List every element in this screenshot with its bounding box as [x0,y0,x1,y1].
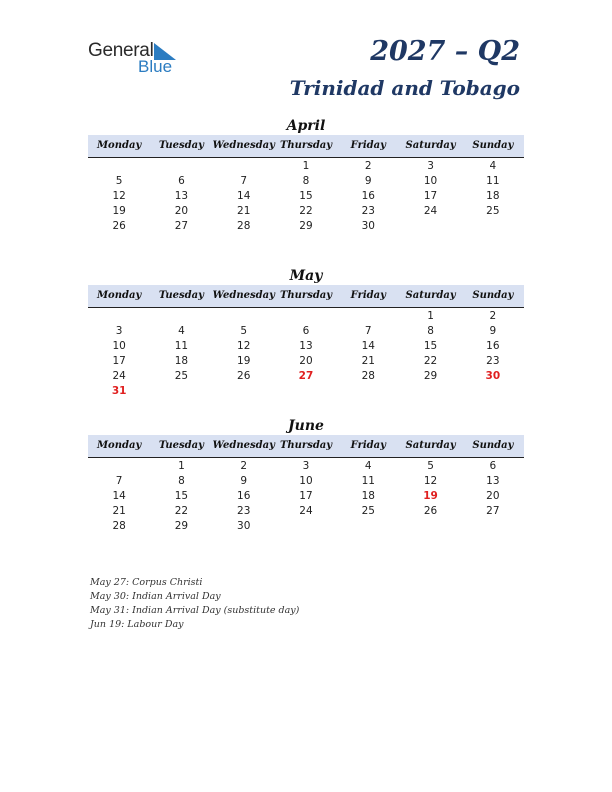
day-cell: 15 [174,490,189,502]
day-cell: 2 [489,310,497,322]
holiday-notes [90,576,299,632]
day-cell: 14 [361,340,375,352]
day-cell: 13 [486,475,500,487]
day-cell: 10 [299,475,313,487]
day-cell: 23 [486,355,500,367]
empty-day-cell [462,384,524,399]
day-cell: 11 [486,175,500,187]
logo-word-blue: Blue [138,57,173,76]
day-cell: 12 [237,340,251,352]
weekday-header: Monday [96,140,142,151]
day-cell: 8 [302,175,310,187]
weekday-header: Monday [96,290,142,301]
empty-day-cell [213,309,275,324]
day-cell: 28 [237,220,251,232]
month-name: April [286,118,326,134]
day-cell: 26 [237,370,251,382]
week-row [88,204,524,219]
day-cell: 2 [364,160,372,172]
day-cell: 25 [486,205,500,217]
day-cell: 30 [361,220,375,232]
week-row [88,309,524,324]
holiday-note: May 27: Corpus Christi [90,577,203,588]
logo [88,40,188,76]
day-cell: 5 [115,175,123,187]
page-title: 2027 – Q2 [370,36,520,67]
country-name: Trinidad and Tobago [289,76,520,100]
weekday-header-row [88,435,524,458]
week-row [88,489,524,504]
week-row [88,189,524,204]
holiday-day-cell: 31 [111,385,127,397]
day-cell: 28 [361,370,375,382]
weekday-header: Friday [350,440,386,451]
weekday-header: Wednesday [212,290,275,301]
empty-day-cell [88,459,150,474]
day-cell: 3 [302,460,310,472]
day-cell: 18 [486,190,500,202]
day-cell: 8 [178,475,185,487]
day-cell: 29 [174,520,189,532]
day-cell: 5 [240,325,248,337]
week-row [88,174,524,189]
holiday-day-cell: 30 [485,370,501,382]
empty-day-cell [337,384,399,399]
day-cell: 23 [361,205,375,217]
weekday-header: Saturday [405,140,456,151]
day-cell: 12 [112,190,126,202]
day-cell: 9 [364,175,372,187]
day-cell: 27 [486,505,500,517]
day-cell: 18 [361,490,375,502]
day-cell: 26 [423,505,438,517]
day-cell: 3 [427,160,434,172]
day-cell: 10 [423,175,438,187]
day-cell: 7 [115,475,123,487]
empty-day-cell [275,309,337,324]
day-cell: 14 [237,190,251,202]
week-row [88,354,524,369]
day-cell: 2 [240,460,248,472]
weekday-header: Saturday [405,440,456,451]
week-row [88,459,524,474]
weekday-header: Tuesday [158,290,204,301]
empty-day-cell [213,384,275,399]
day-cell: 13 [174,190,189,202]
weekday-header: Tuesday [158,440,204,451]
day-cell: 6 [178,175,185,187]
day-cell: 24 [423,205,438,217]
day-cell: 16 [361,190,375,202]
day-cell: 21 [112,505,126,517]
day-cell: 9 [240,475,248,487]
empty-day-cell [150,159,212,174]
weekday-header: Friday [350,290,386,301]
empty-day-cell [399,519,461,534]
day-cell: 29 [299,220,313,232]
empty-day-cell [275,384,337,399]
day-cell: 25 [174,370,189,382]
weekday-header: Sunday [472,290,514,301]
weekday-header: Sunday [472,440,514,451]
empty-day-cell [213,159,275,174]
weekday-header: Tuesday [158,140,204,151]
day-cell: 19 [112,205,126,217]
day-cell: 4 [178,325,185,337]
day-cell: 26 [112,220,126,232]
day-cell: 23 [237,505,251,517]
empty-day-cell [399,384,461,399]
week-row [88,504,524,519]
day-cell: 7 [364,325,372,337]
day-cell: 24 [112,370,126,382]
month-name: June [288,418,324,434]
week-row [88,339,524,354]
day-cell: 27 [174,220,189,232]
day-cell: 30 [237,520,251,532]
month-april [88,117,524,234]
weekday-header: Saturday [405,290,456,301]
week-row [88,324,524,339]
empty-day-cell [150,309,212,324]
weekday-header: Friday [350,140,386,151]
day-cell: 10 [112,340,126,352]
day-cell: 21 [237,205,251,217]
weekday-header: Monday [96,440,142,451]
day-cell: 16 [237,490,251,502]
day-cell: 15 [423,340,438,352]
weekday-header: Sunday [472,140,514,151]
day-cell: 1 [178,460,185,472]
day-cell: 19 [237,355,251,367]
day-cell: 16 [486,340,500,352]
day-cell: 4 [489,160,497,172]
day-cell: 21 [361,355,375,367]
day-cell: 22 [174,505,189,517]
day-cell: 15 [299,190,313,202]
day-cell: 8 [427,325,434,337]
empty-day-cell [337,309,399,324]
weekday-header: Thursday [279,440,333,451]
day-cell: 3 [115,325,123,337]
holiday-day-cell: 19 [423,490,438,502]
day-cell: 29 [423,370,438,382]
day-cell: 24 [299,505,313,517]
empty-day-cell [88,309,150,324]
empty-day-cell [399,219,461,234]
month-name: May [289,268,323,284]
day-cell: 7 [240,175,248,187]
day-cell: 11 [174,340,189,352]
weekday-header: Wednesday [212,440,275,451]
day-cell: 1 [427,310,434,322]
holiday-note: May 31: Indian Arrival Day (substitute day) [90,605,300,616]
day-cell: 6 [489,460,497,472]
holiday-day-cell: 27 [298,370,314,382]
weekday-header: Thursday [279,290,333,301]
empty-day-cell [150,384,212,399]
week-row [88,159,524,174]
day-cell: 1 [302,160,310,172]
empty-day-cell [462,519,524,534]
day-cell: 17 [299,490,313,502]
holiday-note: May 30: Indian Arrival Day [90,591,221,602]
day-cell: 22 [299,205,313,217]
week-row [88,219,524,234]
day-cell: 17 [112,355,126,367]
day-cell: 4 [364,460,372,472]
day-cell: 11 [361,475,375,487]
logo-word-general: General [88,40,154,61]
day-cell: 14 [112,490,126,502]
week-row [88,384,524,399]
empty-day-cell [88,159,150,174]
day-cell: 5 [427,460,434,472]
month-june [88,417,524,534]
day-cell: 6 [302,325,310,337]
day-cell: 9 [489,325,497,337]
weekday-header-row [88,135,524,158]
holiday-note: Jun 19: Labour Day [90,619,184,630]
empty-day-cell [275,519,337,534]
weekday-header-row [88,285,524,308]
week-row [88,474,524,489]
day-cell: 22 [423,355,438,367]
day-cell: 17 [423,190,438,202]
empty-day-cell [337,519,399,534]
day-cell: 18 [174,355,189,367]
week-row [88,369,524,384]
month-may [88,267,524,399]
day-cell: 20 [486,490,500,502]
day-cell: 20 [299,355,313,367]
day-cell: 20 [174,205,189,217]
day-cell: 12 [423,475,438,487]
weekday-header: Wednesday [212,140,275,151]
empty-day-cell [462,219,524,234]
day-cell: 25 [361,505,375,517]
day-cell: 28 [112,520,126,532]
day-cell: 13 [299,340,313,352]
week-row [88,519,524,534]
weekday-header: Thursday [279,140,333,151]
